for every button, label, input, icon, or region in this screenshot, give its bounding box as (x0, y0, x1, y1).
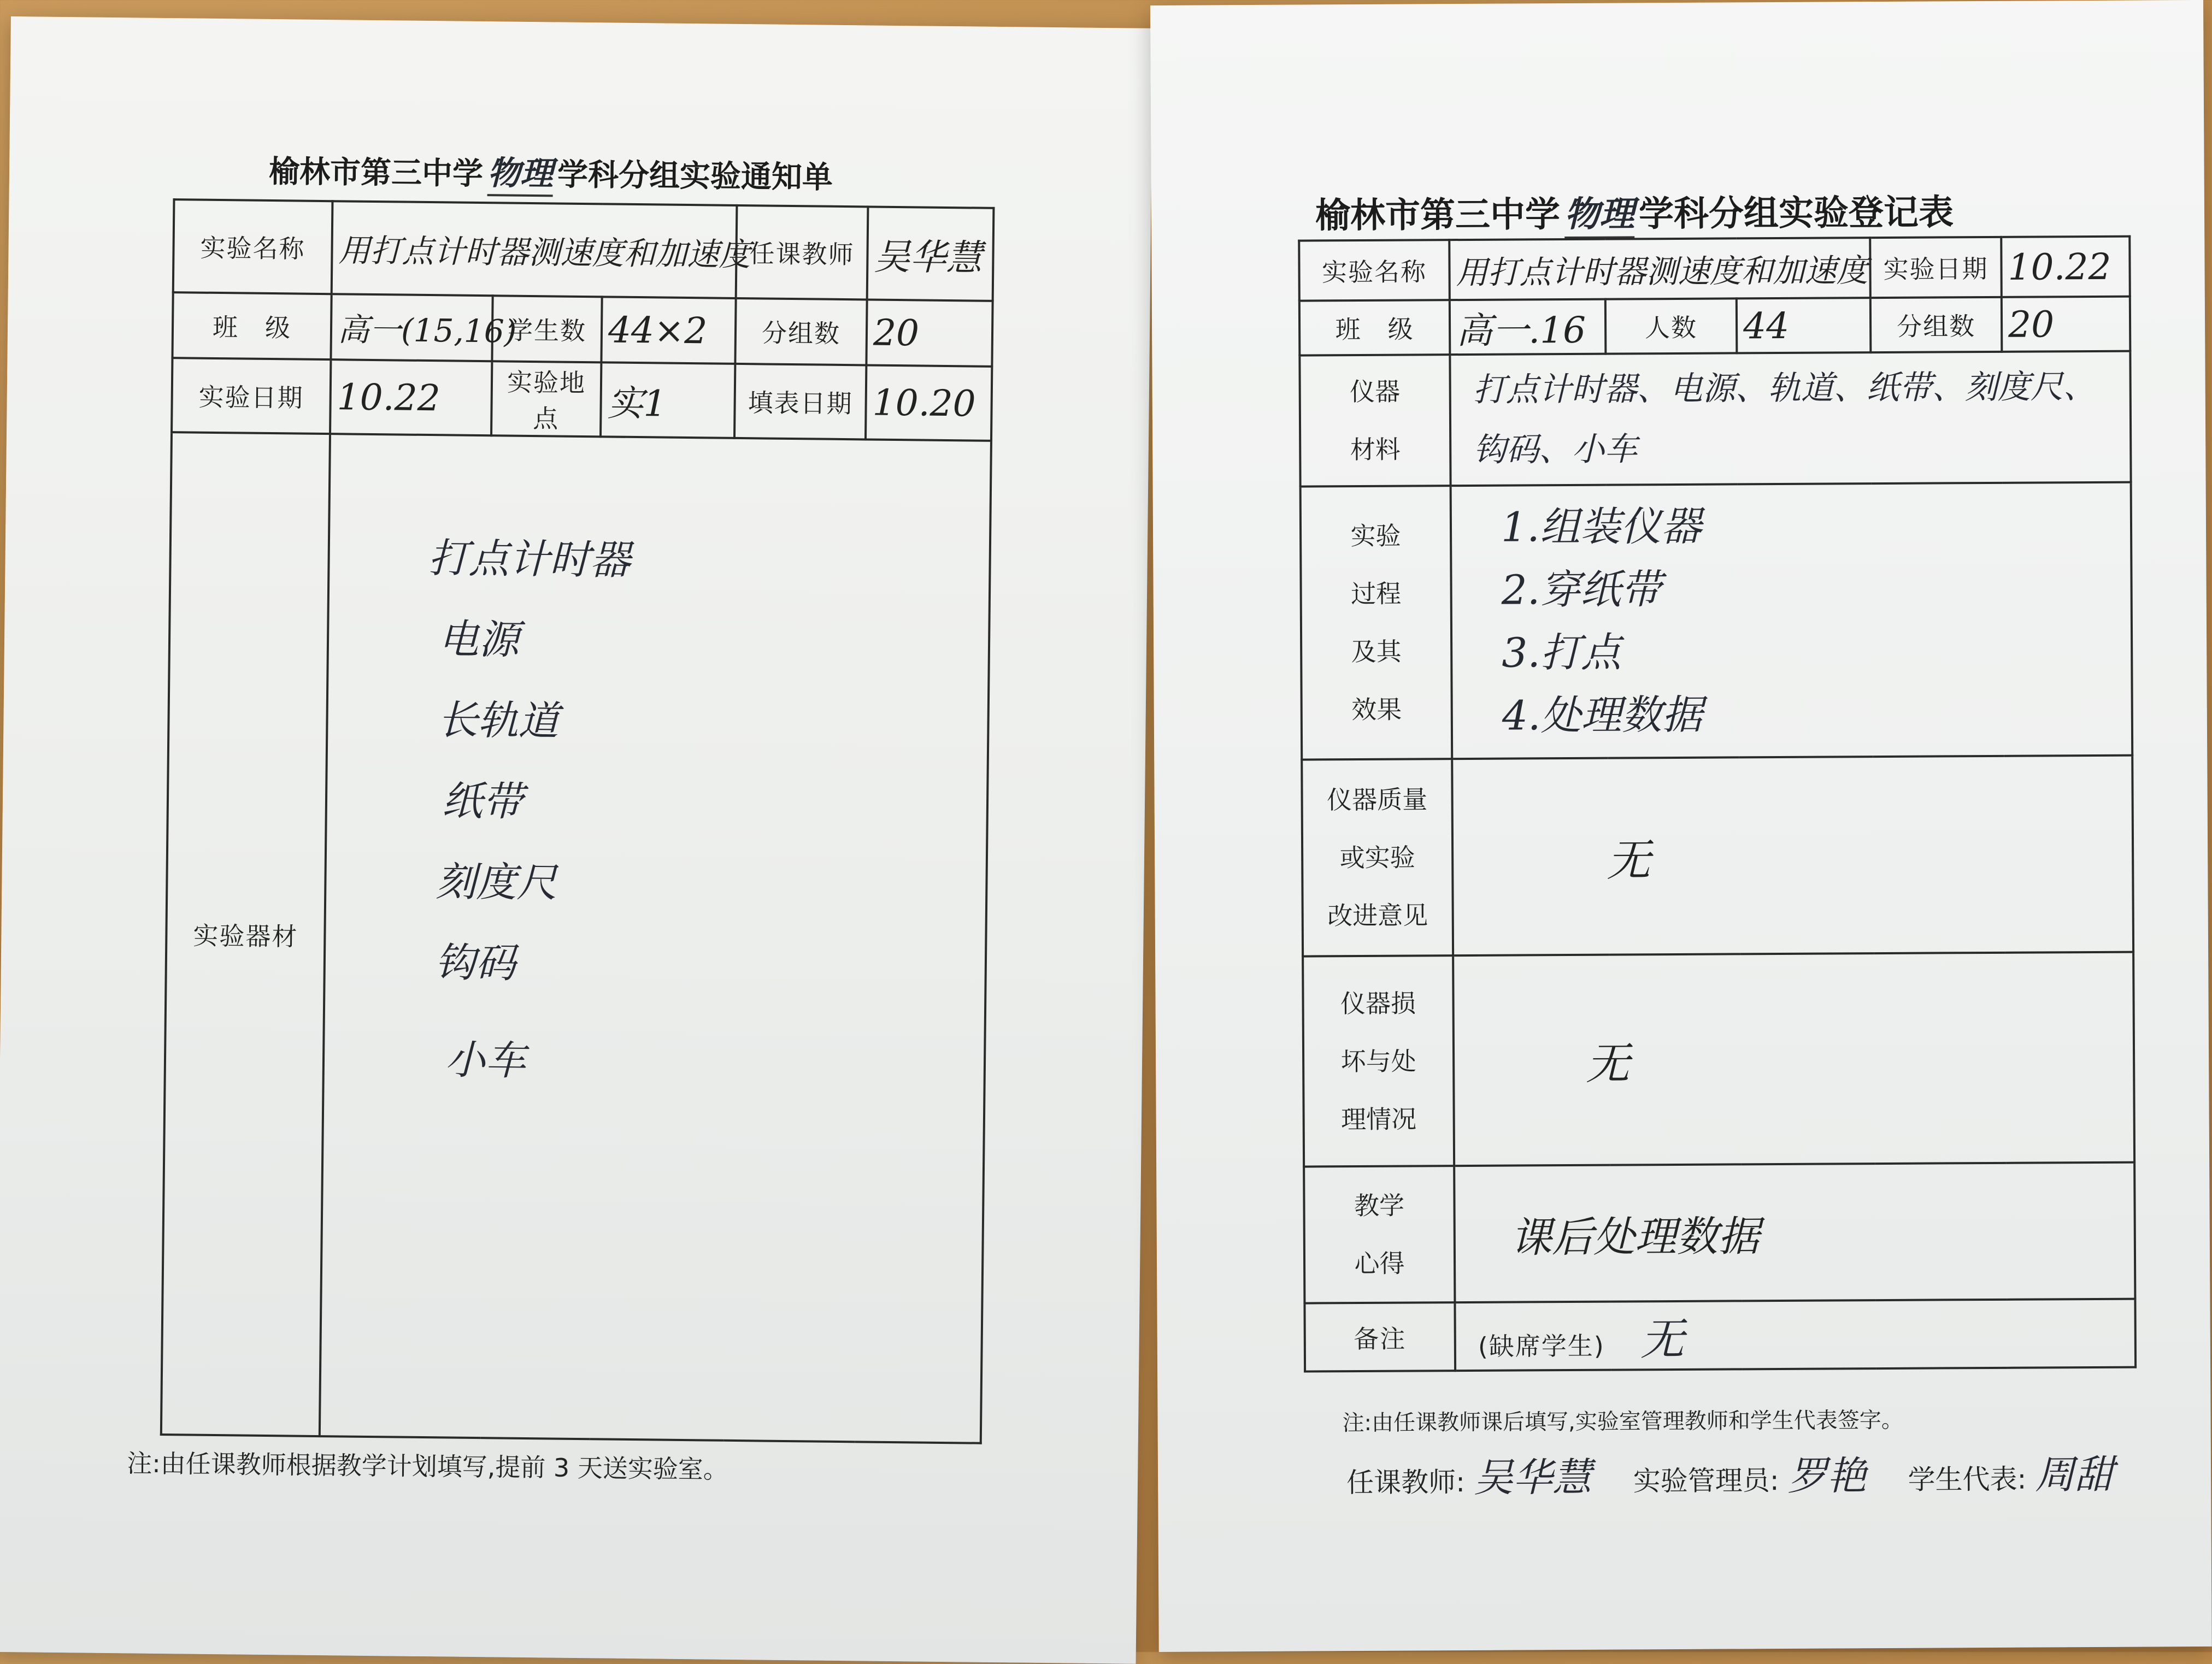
value-quality: 无 (1452, 756, 2133, 956)
label-line: 材料 (1350, 434, 1401, 465)
registration-table (1298, 235, 2137, 1373)
label-line: 仪器损 (1340, 988, 1416, 1018)
value-class: 高一(15,16) (331, 294, 492, 361)
label-line: 及其 (1351, 636, 1402, 667)
label-line: 效果 (1351, 694, 1402, 725)
equipment-item: 打点计时器 (428, 535, 631, 584)
process-steps (1501, 493, 2126, 748)
instruments-line: 钩码、小车 (1473, 430, 1638, 469)
label-class: 班 级 (1299, 300, 1450, 355)
label-group-count: 分组数 (1870, 297, 2002, 352)
process-step: 3.打点 (1501, 629, 1622, 677)
equipment-item: 长轨道 (437, 697, 559, 745)
label-people: 人数 (1605, 298, 1737, 353)
teacher-sign-label: 任课教师: (1346, 1466, 1466, 1499)
title-prefix: 榆林市第三中学 (1315, 194, 1561, 237)
remarks-cell (1455, 1299, 2135, 1371)
label-line: 过程 (1351, 579, 1402, 609)
value-group-count: 20 (866, 299, 992, 366)
equipment-item: 纸带 (442, 777, 523, 825)
value-teaching: 课后处理数据 (1454, 1163, 2135, 1303)
registration-title (1315, 184, 1954, 240)
label-instruments (1299, 355, 1450, 486)
label-student-count: 学生数 (492, 296, 602, 362)
student-sign-label: 学生代表: (1908, 1463, 2027, 1496)
label-fill-date: 填表日期 (734, 364, 866, 440)
title-subject: 物理 (1564, 186, 1635, 239)
title-subject: 物理 (487, 147, 554, 197)
label-damage (1303, 955, 1454, 1166)
label-line: 心得 (1354, 1248, 1405, 1279)
label-line: 坏与处 (1340, 1046, 1416, 1076)
title-suffix: 学科分组实验登记表 (1638, 192, 1954, 235)
label-class: 班 级 (172, 292, 331, 359)
student-sign-value: 周甜 (2035, 1451, 2114, 1498)
signature-row (1346, 1443, 2114, 1503)
registration-note: 注:由任课教师课后填写,实验室管理教师和学生代表签字。 (1342, 1407, 1903, 1436)
value-location: 实1 (601, 362, 735, 438)
label-equipment: 实验器材 (161, 432, 330, 1436)
label-line: 教学 (1354, 1190, 1405, 1221)
value-damage: 无 (1453, 952, 2134, 1166)
teacher-sign-value: 吴华慧 (1473, 1454, 1592, 1501)
registration-sheet (1150, 0, 2212, 1652)
admin-sign-value: 罗艳 (1787, 1453, 1867, 1499)
label-teacher: 任课教师 (736, 205, 868, 300)
process-step: 2.穿纸带 (1501, 566, 1662, 614)
value-teacher: 吴华慧 (867, 206, 994, 300)
value-experiment-name: 用打点计时器测速度和加速度 (332, 201, 737, 298)
notification-title (269, 145, 833, 200)
equipment-cell (320, 434, 991, 1443)
value-experiment-name: 用打点计时器测速度和加速度 (1449, 238, 1870, 300)
label-quality (1302, 759, 1453, 956)
admin-sign-label: 实验管理员: (1633, 1465, 1779, 1497)
process-cell (1451, 482, 2133, 759)
equipment-item: 电源 (438, 616, 520, 664)
equipment-item: 钩码 (434, 939, 516, 987)
process-step: 1.组装仪器 (1501, 503, 1702, 551)
value-people: 44 (1737, 298, 1871, 353)
value-class: 高一.16 (1450, 299, 1606, 355)
instruments-cell (1450, 351, 2131, 486)
value-group-count: 20 (2002, 297, 2131, 352)
value-absent: 无 (1640, 1313, 1685, 1365)
value-fill-date: 10.20 (866, 365, 992, 440)
title-suffix: 学科分组实验通知单 (557, 157, 833, 196)
equipment-item: 刻度尺 (436, 858, 557, 907)
label-line: 改进意见 (1327, 900, 1428, 931)
title-prefix: 榆林市第三中学 (268, 154, 484, 192)
label-line: 理情况 (1341, 1104, 1417, 1134)
process-step: 4.处理数据 (1502, 691, 1703, 740)
label-absent: (缺席学生) (1478, 1331, 1605, 1361)
label-experiment-name: 实验名称 (1299, 240, 1450, 300)
label-line: 或实验 (1339, 842, 1415, 873)
label-remarks: 备注 (1304, 1302, 1455, 1371)
label-location: 实验地点 (491, 361, 601, 436)
label-process (1301, 486, 1452, 759)
label-experiment-name: 实验名称 (173, 199, 333, 294)
equipment-item: 小车 (444, 1036, 526, 1084)
equipment-list (422, 518, 984, 1106)
label-line: 仪器 (1350, 376, 1401, 407)
notification-table (160, 198, 995, 1444)
value-experiment-date: 10.22 (330, 359, 492, 435)
value-student-count: 44×2 (601, 297, 736, 364)
label-group-count: 分组数 (735, 298, 867, 365)
notification-note: 注:由任课教师根据教学计划填写,提前 3 天送实验室。 (126, 1448, 729, 1484)
label-line: 仪器质量 (1326, 784, 1428, 815)
value-experiment-date: 10.22 (2001, 237, 2130, 297)
label-line: 实验 (1350, 521, 1401, 551)
notification-sheet (0, 16, 1153, 1664)
label-teaching (1304, 1166, 1455, 1303)
instruments-line: 打点计时器、电源、轨道、纸带、刻度尺、 (1473, 367, 2096, 409)
label-experiment-date: 实验日期 (1870, 237, 2002, 298)
label-experiment-date: 实验日期 (172, 358, 331, 434)
